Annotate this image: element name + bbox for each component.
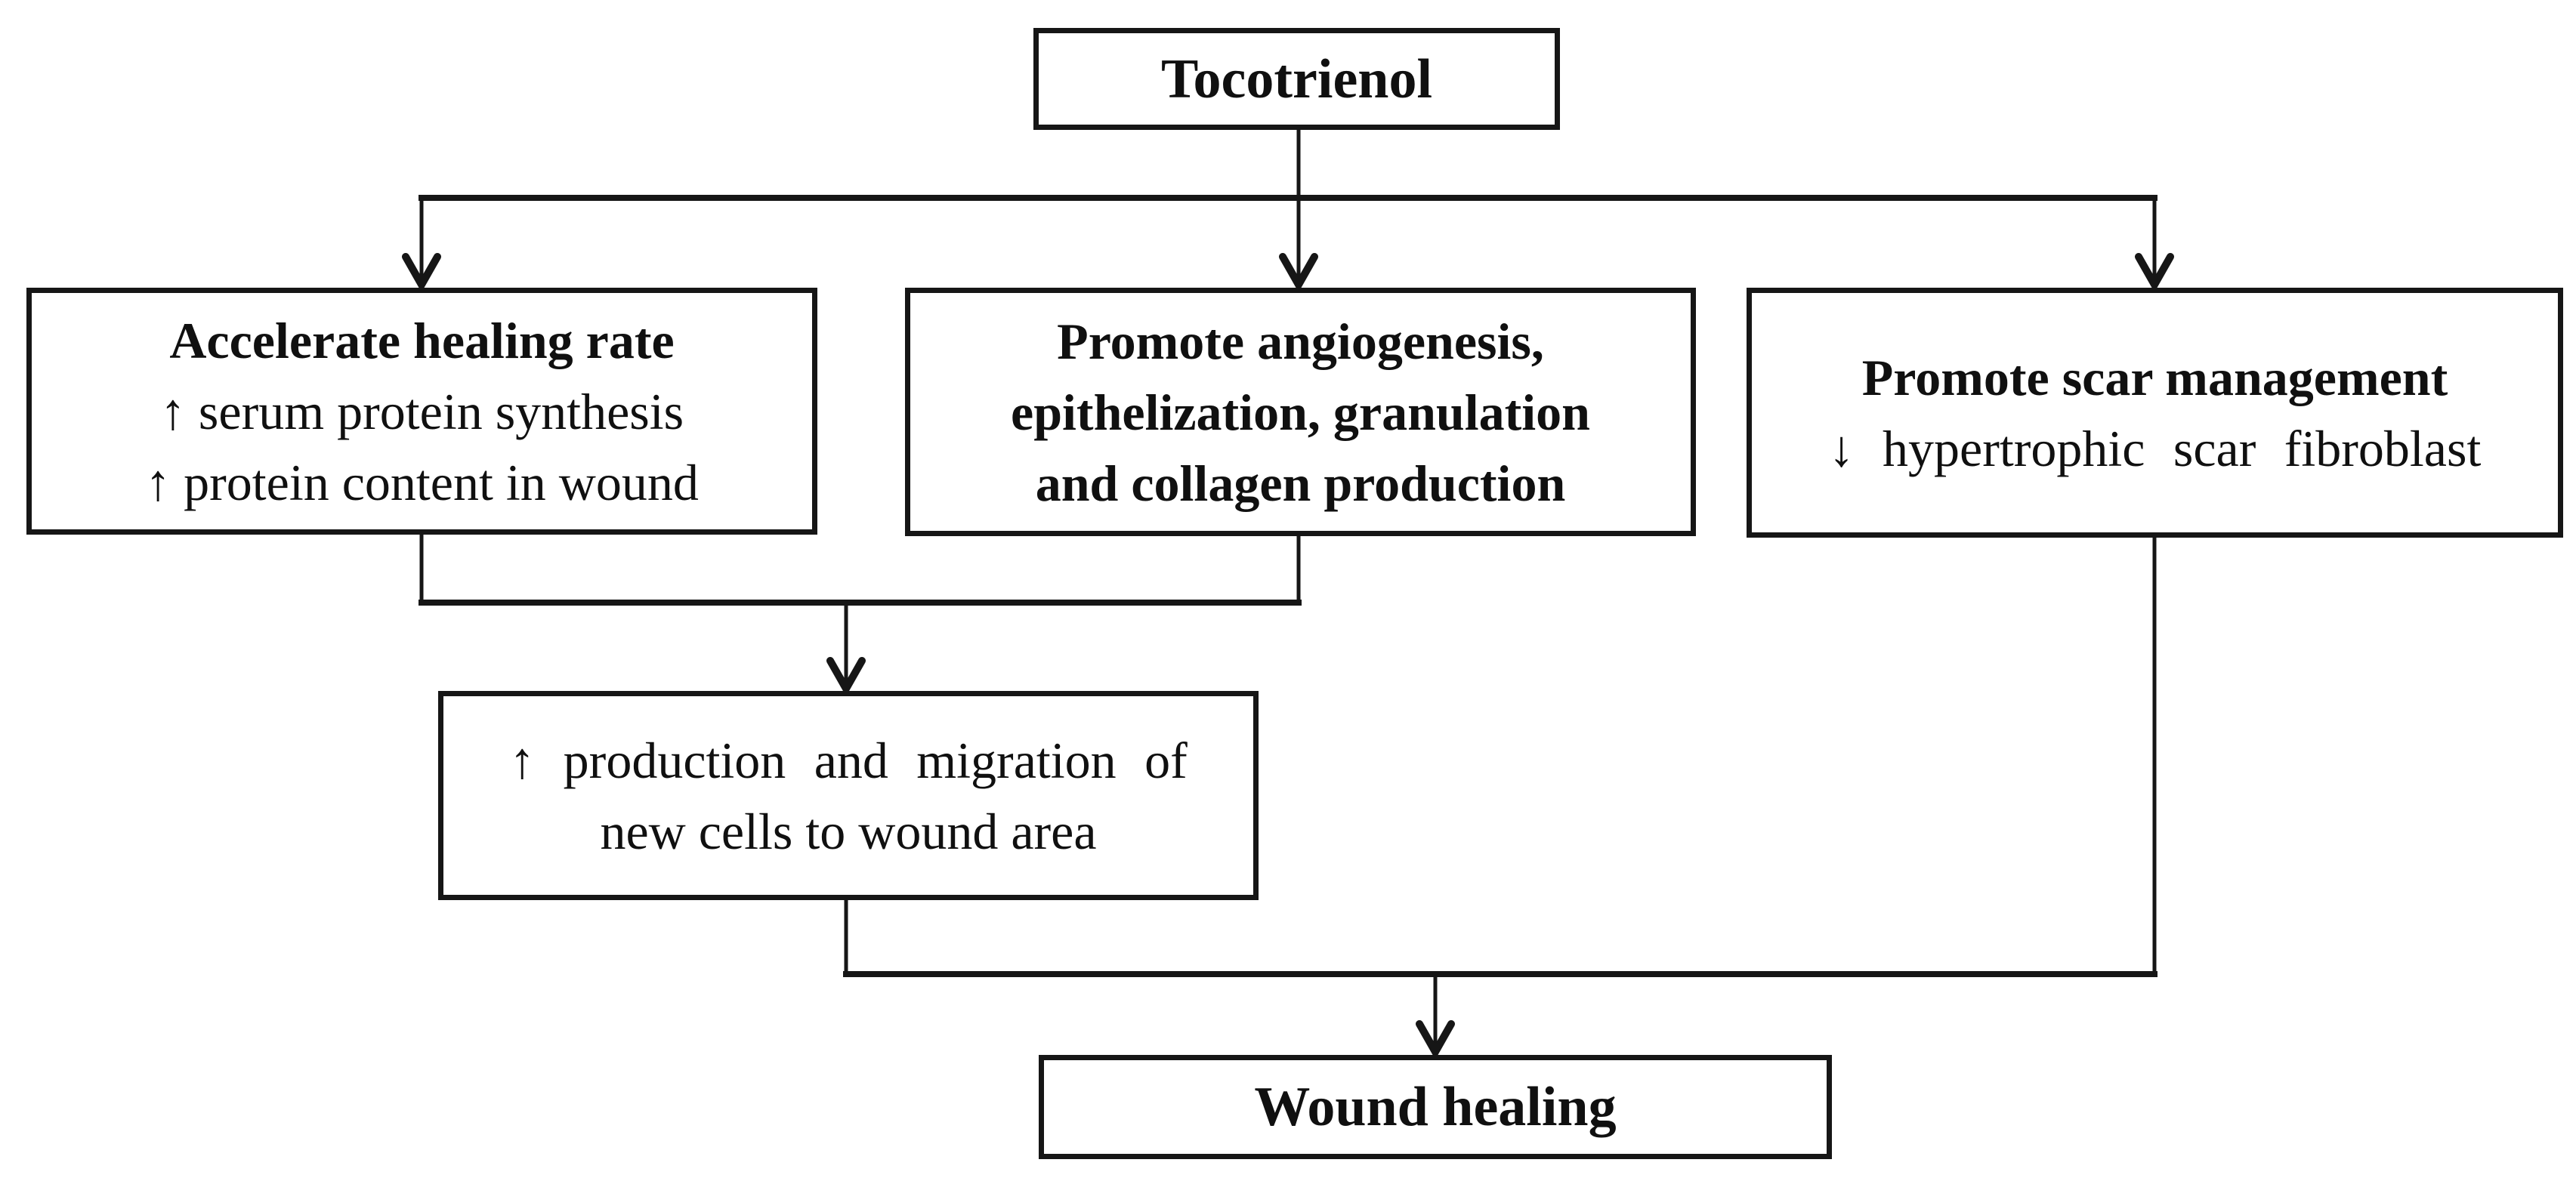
node-promote-scar-line1: ↓ hypertrophic scar fibroblast: [1828, 419, 2482, 477]
node-promote-angiogenesis-line3: and collagen production: [1035, 454, 1566, 512]
node-production-migration: [438, 691, 1259, 900]
node-promote-angiogenesis-line1: Promote angiogenesis,: [1057, 312, 1544, 370]
node-promote-angiogenesis-line2: epithelization, granulation: [1011, 383, 1590, 441]
node-accelerate-healing-line1: ↑ serum protein synthesis: [159, 382, 684, 440]
node-tocotrienol: [1033, 28, 1560, 130]
node-wound-healing-label: Wound healing: [1254, 1076, 1617, 1138]
node-accelerate-healing: [26, 288, 817, 535]
node-accelerate-healing-line2: ↑ protein content in wound: [145, 453, 699, 511]
node-promote-scar-title: Promote scar management: [1861, 348, 2448, 406]
node-production-migration-line1: ↑ production and migration of: [509, 731, 1188, 789]
node-wound-healing: [1039, 1055, 1832, 1159]
node-promote-scar: [1747, 288, 2563, 538]
node-accelerate-healing-title: Accelerate healing rate: [169, 311, 675, 369]
node-promote-angiogenesis: [905, 288, 1696, 536]
node-tocotrienol-label: Tocotrienol: [1160, 48, 1432, 110]
node-production-migration-line2: new cells to wound area: [600, 802, 1097, 860]
